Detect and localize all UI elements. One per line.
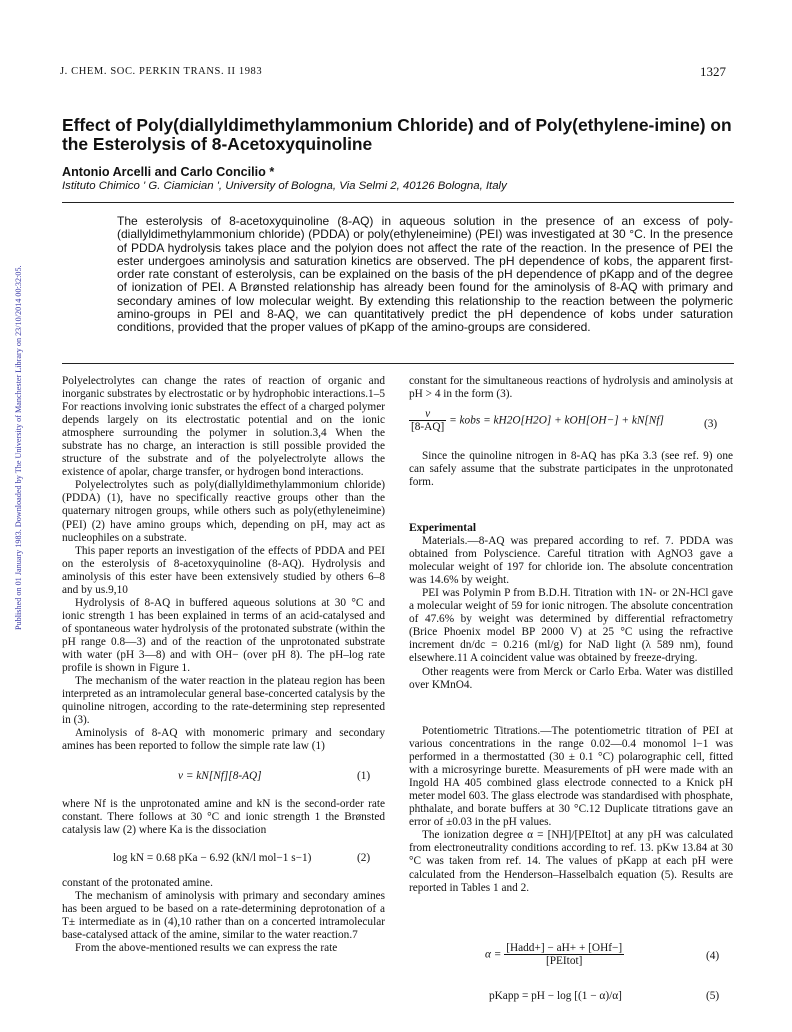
equation-3-fraction: $\frac{v}{[8-AQ]}$ <box>411 408 445 433</box>
page-number: 1327 <box>700 64 726 79</box>
right-column-titrations <box>409 725 733 895</box>
download-watermark: Published on 01 January 1983. Downloaded by The University of Manchester Library on 23/10/2014 00:32:05. <box>14 265 23 630</box>
paragraph: From the above-mentioned results we can express the rate <box>75 942 338 955</box>
equation-4-number: (4) <box>706 950 720 962</box>
paragraph: This paper reports an investigation of the effects of PDDA and PEI on the esterolysis of 8-acetoxyquinoline (8-AQ). Hydrolysis and aminolysis of this ester have been extensively studied by others 6–8 and by us.9,10 <box>62 544 385 596</box>
equation-2: log kN = 0.68 pKa − 6.92 (kN/l mol−1 s−1) <box>113 852 312 864</box>
equation-5-number: (5) <box>706 990 720 1002</box>
journal-header: J. CHEM. SOC. PERKIN TRANS. II 1983 <box>60 66 263 77</box>
paragraph: Other reagents were from Merck or Carlo Erba. Water was distilled over KMnO4. <box>409 665 733 691</box>
equation-1: v = kN[Nf][8-AQ] <box>178 770 262 782</box>
left-column-mid <box>62 798 385 837</box>
right-column-experimental <box>409 522 733 692</box>
abstract: The esterolysis of 8-acetoxyquinoline (8-AQ) in aqueous solution in the presence of an excess of poly-(diallyldimethylammonium chloride) (PDDA) or poly(ethyleneimine) (PEI) was investigated at 30 °C. In the presence of PDDA hydrolysis takes place and the polyion does not affect the rate of the reaction. In the presence of PEI the ester undergoes aminolysis and saturation kinetics are observed. The pH dependence of kobs, the apparent first-order rate constant of esterolysis, can be explained on the basis of the pH dependence of pKapp and of the degree of ionization of PEI. A Brønsted relationship has already been found for the aminolysis of 8-AQ with primary and secondary amines of low molecular weight. By extending this relationship to the reaction between the polymeric amino-groups in PEI and 8-AQ, we can quantitatively predict the pH dependence of kobs under saturation conditions, provided that the proper values of pKapp of the amino-groups are considered. <box>117 214 733 335</box>
equation-4: α = $\frac{\text{[Hadd+] − aH+ + [OHf−]}}{\text{[PEItot]}}$ <box>485 942 623 967</box>
right-column-intro <box>409 450 733 489</box>
equation-3 <box>409 408 733 440</box>
paragraph: Hydrolysis of 8-AQ in buffered aqueous solutions at 30 °C and ionic strength 1 has been explained in terms of an acid-catalysed and of spontaneous water hydrolysis of the protonated substrate (within the pH range 0.8—3) and of the reaction of the unprotonated substrate with water (pH 3—8) and with OH− (over pH 8). The pH–log rate profile is shown in Figure 1. <box>62 596 385 675</box>
equation-2-number: (2) <box>357 852 371 864</box>
top-rule <box>62 202 734 203</box>
affiliation: Istituto Chimico ' G. Ciamician ', University of Bologna, Via Selmi 2, 40126 Bologna, Italy <box>62 180 507 192</box>
paragraph: Potentiometric Titrations.—The potentiometric titration of PEI at various concentrations in the range 0.02—0.4 monomol l−1 was performed in a thermostatted (30 ± 0.1 °C) polarographic cell, fitted with a microsyringe burette. Measurements of pH were made with an Ingold HA 405 combined glass electrode connected to a Knick pH meter model 603. The glass electrode was standardised with phosphate, phthalate, and borate buffers at 30 °C.12 Duplicate titrations gave an error of ±0.03 in the pH values. <box>409 725 733 829</box>
equation-5: pKapp = pH − log [(1 − α)/α] <box>489 990 622 1002</box>
equation-4-fraction: $\frac{\text{[Hadd+] − aH+ + [OHf−]}}{\text{[PEItot]}}$ <box>506 942 623 967</box>
abstract-rule <box>62 363 734 364</box>
paragraph: PEI was Polymin P from B.D.H. Titration with 1N- or 2N-HCl gave a molecular weight of 59 for ionic nitrogen. The absolute concentration of 47.6% by weight was determined by differential refractometry (Brice Phoenix model BP 2000 V) at 25 °C using the refractive increment dn/dc = 0.216 (ml/g) for NaD light (λ 589 nm), found elsewhere.11 A coincident value was obtained by freeze-drying. <box>409 587 733 665</box>
authors: Antonio Arcelli and Carlo Concilio * <box>62 165 275 179</box>
paragraph: Materials.—8-AQ was prepared according to ref. 7. PDDA was obtained from Polyscience. Careful titration with AgNO3 gave a molecular weight of 197 for chloride ion. The absolute concentration was 14.6% by weight. <box>409 535 733 587</box>
equation-3-rhs: = kobs = kH2O[H2O] + kOH[OH−] + kN[Nf] <box>449 414 664 427</box>
paragraph: Polyelectrolytes can change the rates of reaction of organic and inorganic substrates by electrostatic or by hydrophobic interactions.1–5 For reactions involving ionic substrates the effect of a charged polymer depends largely on its electrostatic potential and on the ionic atmosphere surrounding the polymer in solution.3,4 When the substrate has no charge, an interaction is still possible provided the structure of the substrate and of the polyelectrolyte allows the existence of apolar, charge transfer, or hydrogen bond interactions. <box>62 375 385 479</box>
section-heading: Experimental <box>409 522 477 534</box>
left-column-bottom <box>62 877 385 955</box>
paragraph: Aminolysis of 8-AQ with monomeric primary and secondary amines has been reported to follow the simple rate law (1) <box>62 727 385 753</box>
right-column-top <box>409 375 733 401</box>
paragraph: The mechanism of aminolysis with primary and secondary amines has been argued to be based on a rate-determining deprotonation of a T± intermediate as in (4),10 rather than on a concerted intramolecular base-catalysed attack of the amine, similar to the water reaction.7 <box>62 890 385 942</box>
paragraph: constant of the protonated amine. <box>62 877 213 889</box>
paragraph: The ionization degree α = [NH]/[PEItot] at any pH was calculated from electroneutrality conditions according to ref. 13. pKw 13.84 at 30 °C was taken from ref. 14. The values of pKapp at each pH were calculated from the Henderson–Hasselbalch equation (5). Results are reported in Tables 1 and 2. <box>409 829 733 894</box>
paragraph: constant for the simultaneous reactions of hydrolysis and aminolysis at pH > 4 in the form (3). <box>409 375 733 401</box>
paragraph: The mechanism of the water reaction in the plateau region has been interpreted as an intramolecular general base-concerted catalysis by the quinoline nitrogen, according to the rate-determining step represented in (3). <box>62 675 385 727</box>
paragraph: Since the quinoline nitrogen in 8-AQ has pKa 3.3 (see ref. 9) one can safely assume that the substrate participates in the unprotonated form. <box>409 450 733 489</box>
left-column-top <box>62 375 385 753</box>
article-title: Effect of Poly(diallyldimethylammonium Chloride) and of Poly(ethylene-imine) on the Esterolysis of 8-Acetoxyquinoline <box>62 115 732 154</box>
paragraph: where Nf is the unprotonated amine and kN is the second-order rate constant. There follows at 30 °C and ionic strength 1 the Brønsted catalysis law (2) where Ka is the dissociation <box>62 798 385 837</box>
equation-3-number: (3) <box>704 418 718 430</box>
paragraph: Polyelectrolytes such as poly(diallyldimethylammonium chloride) (PDDA) (1), have no specifically reactive groups other than the quaternary nitrogen groups, while others such as poly(ethyleneimine) (PEI) (2) have amino groups which, depending on pH, may act as nucleophiles on a substrate. <box>62 479 385 544</box>
equation-1-number: (1) <box>357 770 371 782</box>
